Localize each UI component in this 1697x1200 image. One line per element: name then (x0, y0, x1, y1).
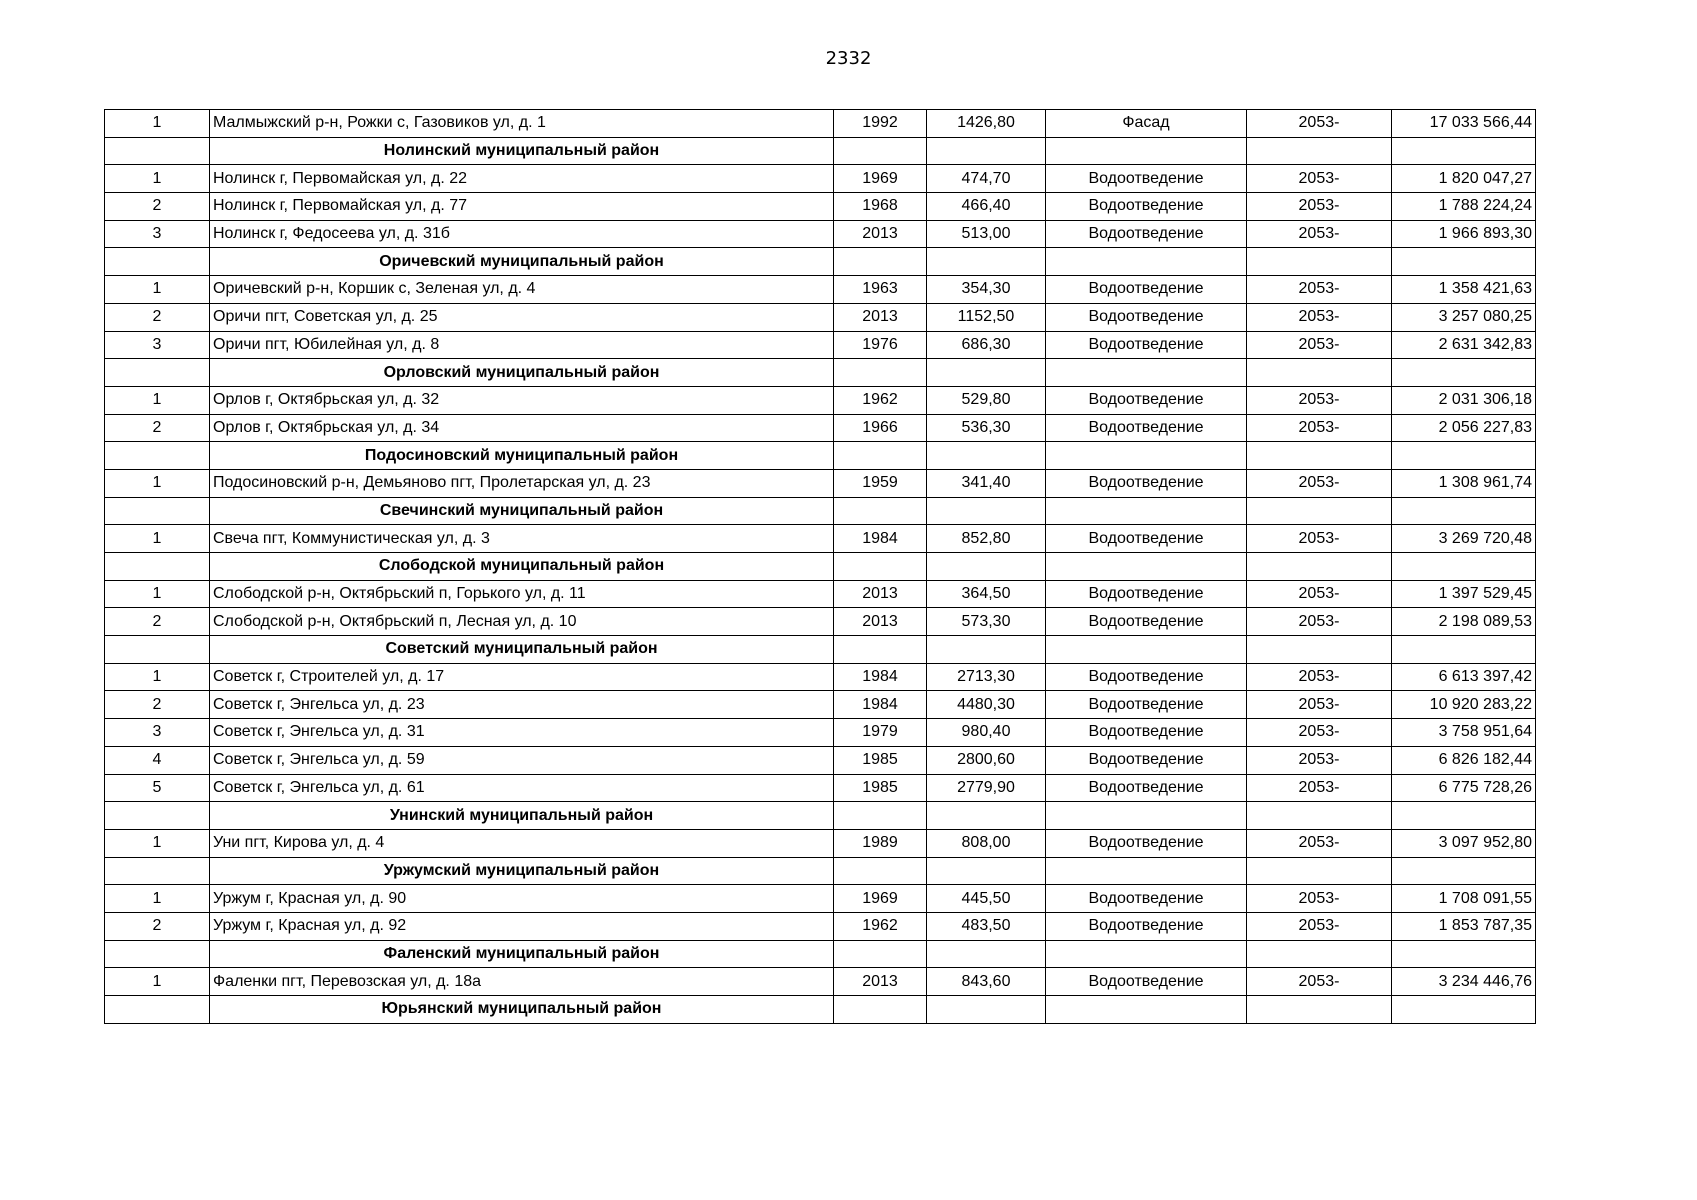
table-row (105, 912, 1536, 940)
row-number: 1 (105, 580, 210, 608)
empty-cell (927, 996, 1046, 1024)
period-cell: 2053- (1247, 303, 1392, 331)
address-cell: Малмыжский р-н, Рожки с, Газовиков ул, д. 1 (210, 110, 834, 138)
table-row (105, 165, 1536, 193)
row-number: 2 (105, 193, 210, 221)
cost-cell: 3 758 951,64 (1392, 719, 1536, 747)
cost-cell: 3 257 080,25 (1392, 303, 1536, 331)
empty-cell (834, 857, 927, 885)
district-header-row (105, 137, 1536, 165)
address-cell: Фаленки пгт, Перевозская ул, д. 18а (210, 968, 834, 996)
empty-cell (105, 359, 210, 387)
work-type-cell: Водоотведение (1046, 414, 1247, 442)
empty-cell (105, 636, 210, 664)
cost-cell: 6 613 397,42 (1392, 663, 1536, 691)
address-cell: Нолинск г, Федосеева ул, д. 31б (210, 220, 834, 248)
district-header-row (105, 497, 1536, 525)
year-cell: 2013 (834, 580, 927, 608)
address-cell: Уржум г, Красная ул, д. 90 (210, 885, 834, 913)
period-cell: 2053- (1247, 469, 1392, 497)
address-cell: Слободской р-н, Октябрьский п, Горького ул, д. 11 (210, 580, 834, 608)
empty-cell (1247, 996, 1392, 1024)
row-number: 2 (105, 303, 210, 331)
empty-cell (834, 248, 927, 276)
address-cell: Нолинск г, Первомайская ул, д. 22 (210, 165, 834, 193)
cost-cell: 1 788 224,24 (1392, 193, 1536, 221)
empty-cell (1392, 497, 1536, 525)
table-row (105, 580, 1536, 608)
address-cell: Советск г, Энгельса ул, д. 23 (210, 691, 834, 719)
table-row (105, 525, 1536, 553)
year-cell: 1968 (834, 193, 927, 221)
work-type-cell: Водоотведение (1046, 220, 1247, 248)
address-cell: Советск г, Строителей ул, д. 17 (210, 663, 834, 691)
work-type-cell: Водоотведение (1046, 912, 1247, 940)
area-cell: 980,40 (927, 719, 1046, 747)
table-row (105, 829, 1536, 857)
empty-cell (1392, 248, 1536, 276)
address-cell: Советск г, Энгельса ул, д. 61 (210, 774, 834, 802)
table-row (105, 303, 1536, 331)
work-type-cell: Водоотведение (1046, 193, 1247, 221)
empty-cell (834, 497, 927, 525)
row-number: 2 (105, 414, 210, 442)
row-number: 2 (105, 691, 210, 719)
empty-cell (1247, 497, 1392, 525)
empty-cell (1392, 636, 1536, 664)
empty-cell (927, 802, 1046, 830)
table-row (105, 193, 1536, 221)
table-row (105, 386, 1536, 414)
empty-cell (105, 940, 210, 968)
area-cell: 445,50 (927, 885, 1046, 913)
area-cell: 483,50 (927, 912, 1046, 940)
empty-cell (927, 137, 1046, 165)
work-type-cell: Водоотведение (1046, 303, 1247, 331)
work-type-cell: Водоотведение (1046, 580, 1247, 608)
district-name: Слободской муниципальный район (210, 553, 834, 581)
empty-cell (927, 248, 1046, 276)
year-cell: 2013 (834, 303, 927, 331)
year-cell: 1984 (834, 663, 927, 691)
row-number: 1 (105, 276, 210, 304)
empty-cell (1247, 442, 1392, 470)
empty-cell (927, 442, 1046, 470)
empty-cell (1046, 442, 1247, 470)
area-cell: 1426,80 (927, 110, 1046, 138)
table-row (105, 746, 1536, 774)
empty-cell (1046, 940, 1247, 968)
row-number: 1 (105, 386, 210, 414)
empty-cell (927, 857, 1046, 885)
cost-cell: 1 358 421,63 (1392, 276, 1536, 304)
row-number: 5 (105, 774, 210, 802)
cost-cell: 2 031 306,18 (1392, 386, 1536, 414)
row-number: 4 (105, 746, 210, 774)
empty-cell (927, 359, 1046, 387)
period-cell: 2053- (1247, 663, 1392, 691)
address-cell: Слободской р-н, Октябрьский п, Лесная ул, д. 10 (210, 608, 834, 636)
empty-cell (105, 996, 210, 1024)
empty-cell (834, 137, 927, 165)
district-header-row (105, 359, 1536, 387)
row-number: 1 (105, 110, 210, 138)
row-number: 1 (105, 829, 210, 857)
address-cell: Оричевский р-н, Коршик с, Зеленая ул, д. 4 (210, 276, 834, 304)
area-cell: 364,50 (927, 580, 1046, 608)
page-number: 2332 (825, 48, 872, 69)
work-type-cell: Водоотведение (1046, 719, 1247, 747)
year-cell: 1976 (834, 331, 927, 359)
empty-cell (927, 553, 1046, 581)
address-cell: Советск г, Энгельса ул, д. 31 (210, 719, 834, 747)
row-number: 2 (105, 912, 210, 940)
cost-cell: 1 308 961,74 (1392, 469, 1536, 497)
work-type-cell: Водоотведение (1046, 276, 1247, 304)
empty-cell (834, 553, 927, 581)
cost-cell: 2 198 089,53 (1392, 608, 1536, 636)
area-cell: 474,70 (927, 165, 1046, 193)
year-cell: 2013 (834, 608, 927, 636)
table-row (105, 608, 1536, 636)
table-row (105, 885, 1536, 913)
year-cell: 1959 (834, 469, 927, 497)
empty-cell (1392, 940, 1536, 968)
empty-cell (1046, 137, 1247, 165)
period-cell: 2053- (1247, 691, 1392, 719)
period-cell: 2053- (1247, 885, 1392, 913)
address-cell: Уни пгт, Кирова ул, д. 4 (210, 829, 834, 857)
address-cell: Оричи пгт, Советская ул, д. 25 (210, 303, 834, 331)
empty-cell (1046, 248, 1247, 276)
year-cell: 1979 (834, 719, 927, 747)
empty-cell (1247, 802, 1392, 830)
area-cell: 808,00 (927, 829, 1046, 857)
year-cell: 2013 (834, 968, 927, 996)
row-number: 1 (105, 165, 210, 193)
work-type-cell: Водоотведение (1046, 663, 1247, 691)
area-cell: 341,40 (927, 469, 1046, 497)
empty-cell (1046, 802, 1247, 830)
address-cell: Орлов г, Октябрьская ул, д. 34 (210, 414, 834, 442)
district-name: Юрьянский муниципальный район (210, 996, 834, 1024)
district-header-row (105, 940, 1536, 968)
address-cell: Советск г, Энгельса ул, д. 59 (210, 746, 834, 774)
work-type-cell: Водоотведение (1046, 165, 1247, 193)
period-cell: 2053- (1247, 165, 1392, 193)
area-cell: 2779,90 (927, 774, 1046, 802)
empty-cell (1046, 857, 1247, 885)
empty-cell (1392, 359, 1536, 387)
empty-cell (1392, 442, 1536, 470)
empty-cell (1247, 359, 1392, 387)
area-cell: 843,60 (927, 968, 1046, 996)
empty-cell (105, 497, 210, 525)
cost-cell: 6 826 182,44 (1392, 746, 1536, 774)
empty-cell (834, 996, 927, 1024)
empty-cell (1046, 636, 1247, 664)
cost-cell: 2 056 227,83 (1392, 414, 1536, 442)
table-row (105, 968, 1536, 996)
empty-cell (1247, 553, 1392, 581)
work-type-cell: Водоотведение (1046, 774, 1247, 802)
registry-table-body (105, 110, 1536, 1024)
row-number: 3 (105, 220, 210, 248)
empty-cell (105, 857, 210, 885)
table-row (105, 220, 1536, 248)
empty-cell (1392, 802, 1536, 830)
area-cell: 686,30 (927, 331, 1046, 359)
address-cell: Свеча пгт, Коммунистическая ул, д. 3 (210, 525, 834, 553)
cost-cell: 1 820 047,27 (1392, 165, 1536, 193)
work-type-cell: Водоотведение (1046, 691, 1247, 719)
empty-cell (927, 940, 1046, 968)
district-header-row (105, 802, 1536, 830)
period-cell: 2053- (1247, 746, 1392, 774)
registry-table (104, 109, 1536, 1024)
row-number: 1 (105, 663, 210, 691)
work-type-cell: Водоотведение (1046, 469, 1247, 497)
empty-cell (1247, 248, 1392, 276)
year-cell: 2013 (834, 220, 927, 248)
row-number: 3 (105, 719, 210, 747)
table-row (105, 691, 1536, 719)
area-cell: 2800,60 (927, 746, 1046, 774)
area-cell: 466,40 (927, 193, 1046, 221)
work-type-cell: Водоотведение (1046, 525, 1247, 553)
district-name: Свечинский муниципальный район (210, 497, 834, 525)
period-cell: 2053- (1247, 331, 1392, 359)
period-cell: 2053- (1247, 829, 1392, 857)
cost-cell: 1 708 091,55 (1392, 885, 1536, 913)
work-type-cell: Водоотведение (1046, 829, 1247, 857)
empty-cell (1392, 996, 1536, 1024)
period-cell: 2053- (1247, 525, 1392, 553)
year-cell: 1966 (834, 414, 927, 442)
empty-cell (1392, 857, 1536, 885)
district-name: Фаленский муниципальный район (210, 940, 834, 968)
district-name: Советский муниципальный район (210, 636, 834, 664)
district-name: Орловский муниципальный район (210, 359, 834, 387)
period-cell: 2053- (1247, 110, 1392, 138)
empty-cell (105, 442, 210, 470)
district-header-row (105, 857, 1536, 885)
table-row (105, 414, 1536, 442)
cost-cell: 3 234 446,76 (1392, 968, 1536, 996)
cost-cell: 3 097 952,80 (1392, 829, 1536, 857)
address-cell: Уржум г, Красная ул, д. 92 (210, 912, 834, 940)
empty-cell (834, 359, 927, 387)
area-cell: 513,00 (927, 220, 1046, 248)
district-header-row (105, 553, 1536, 581)
work-type-cell: Водоотведение (1046, 746, 1247, 774)
year-cell: 1984 (834, 525, 927, 553)
table-row (105, 110, 1536, 138)
period-cell: 2053- (1247, 276, 1392, 304)
period-cell: 2053- (1247, 386, 1392, 414)
empty-cell (105, 553, 210, 581)
work-type-cell: Водоотведение (1046, 968, 1247, 996)
empty-cell (105, 802, 210, 830)
table-row (105, 663, 1536, 691)
empty-cell (1247, 940, 1392, 968)
period-cell: 2053- (1247, 774, 1392, 802)
year-cell: 1984 (834, 691, 927, 719)
empty-cell (1247, 636, 1392, 664)
period-cell: 2053- (1247, 414, 1392, 442)
area-cell: 1152,50 (927, 303, 1046, 331)
row-number: 1 (105, 469, 210, 497)
year-cell: 1969 (834, 885, 927, 913)
district-name: Оричевский муниципальный район (210, 248, 834, 276)
cost-cell: 10 920 283,22 (1392, 691, 1536, 719)
period-cell: 2053- (1247, 912, 1392, 940)
period-cell: 2053- (1247, 580, 1392, 608)
district-name: Унинский муниципальный район (210, 802, 834, 830)
district-header-row (105, 442, 1536, 470)
table-row (105, 331, 1536, 359)
period-cell: 2053- (1247, 193, 1392, 221)
area-cell: 354,30 (927, 276, 1046, 304)
address-cell: Нолинск г, Первомайская ул, д. 77 (210, 193, 834, 221)
cost-cell: 3 269 720,48 (1392, 525, 1536, 553)
area-cell: 852,80 (927, 525, 1046, 553)
period-cell: 2053- (1247, 968, 1392, 996)
area-cell: 536,30 (927, 414, 1046, 442)
cost-cell: 6 775 728,26 (1392, 774, 1536, 802)
cost-cell: 1 853 787,35 (1392, 912, 1536, 940)
row-number: 1 (105, 525, 210, 553)
row-number: 1 (105, 885, 210, 913)
address-cell: Подосиновский р-н, Демьяново пгт, Пролетарская ул, д. 23 (210, 469, 834, 497)
period-cell: 2053- (1247, 220, 1392, 248)
district-name: Нолинский муниципальный район (210, 137, 834, 165)
empty-cell (1247, 857, 1392, 885)
area-cell: 573,30 (927, 608, 1046, 636)
work-type-cell: Фасад (1046, 110, 1247, 138)
work-type-cell: Водоотведение (1046, 608, 1247, 636)
table-row (105, 719, 1536, 747)
district-header-row (105, 636, 1536, 664)
period-cell: 2053- (1247, 608, 1392, 636)
year-cell: 1962 (834, 912, 927, 940)
empty-cell (105, 137, 210, 165)
row-number: 1 (105, 968, 210, 996)
year-cell: 1992 (834, 110, 927, 138)
district-name: Подосиновский муниципальный район (210, 442, 834, 470)
address-cell: Орлов г, Октябрьская ул, д. 32 (210, 386, 834, 414)
empty-cell (834, 940, 927, 968)
work-type-cell: Водоотведение (1046, 885, 1247, 913)
work-type-cell: Водоотведение (1046, 331, 1247, 359)
empty-cell (834, 636, 927, 664)
area-cell: 4480,30 (927, 691, 1046, 719)
address-cell: Оричи пгт, Юбилейная ул, д. 8 (210, 331, 834, 359)
empty-cell (834, 802, 927, 830)
empty-cell (1046, 497, 1247, 525)
table-row (105, 276, 1536, 304)
table-row (105, 469, 1536, 497)
empty-cell (105, 248, 210, 276)
year-cell: 1969 (834, 165, 927, 193)
empty-cell (1046, 553, 1247, 581)
empty-cell (927, 497, 1046, 525)
area-cell: 529,80 (927, 386, 1046, 414)
empty-cell (1046, 359, 1247, 387)
row-number: 2 (105, 608, 210, 636)
work-type-cell: Водоотведение (1046, 386, 1247, 414)
area-cell: 2713,30 (927, 663, 1046, 691)
cost-cell: 2 631 342,83 (1392, 331, 1536, 359)
district-header-row (105, 996, 1536, 1024)
empty-cell (1392, 553, 1536, 581)
year-cell: 1962 (834, 386, 927, 414)
year-cell: 1989 (834, 829, 927, 857)
year-cell: 1985 (834, 774, 927, 802)
district-name: Уржумский муниципальный район (210, 857, 834, 885)
row-number: 3 (105, 331, 210, 359)
cost-cell: 1 966 893,30 (1392, 220, 1536, 248)
cost-cell: 17 033 566,44 (1392, 110, 1536, 138)
empty-cell (927, 636, 1046, 664)
district-header-row (105, 248, 1536, 276)
period-cell: 2053- (1247, 719, 1392, 747)
year-cell: 1963 (834, 276, 927, 304)
empty-cell (834, 442, 927, 470)
empty-cell (1392, 137, 1536, 165)
table-row (105, 774, 1536, 802)
empty-cell (1046, 996, 1247, 1024)
empty-cell (1247, 137, 1392, 165)
year-cell: 1985 (834, 746, 927, 774)
cost-cell: 1 397 529,45 (1392, 580, 1536, 608)
